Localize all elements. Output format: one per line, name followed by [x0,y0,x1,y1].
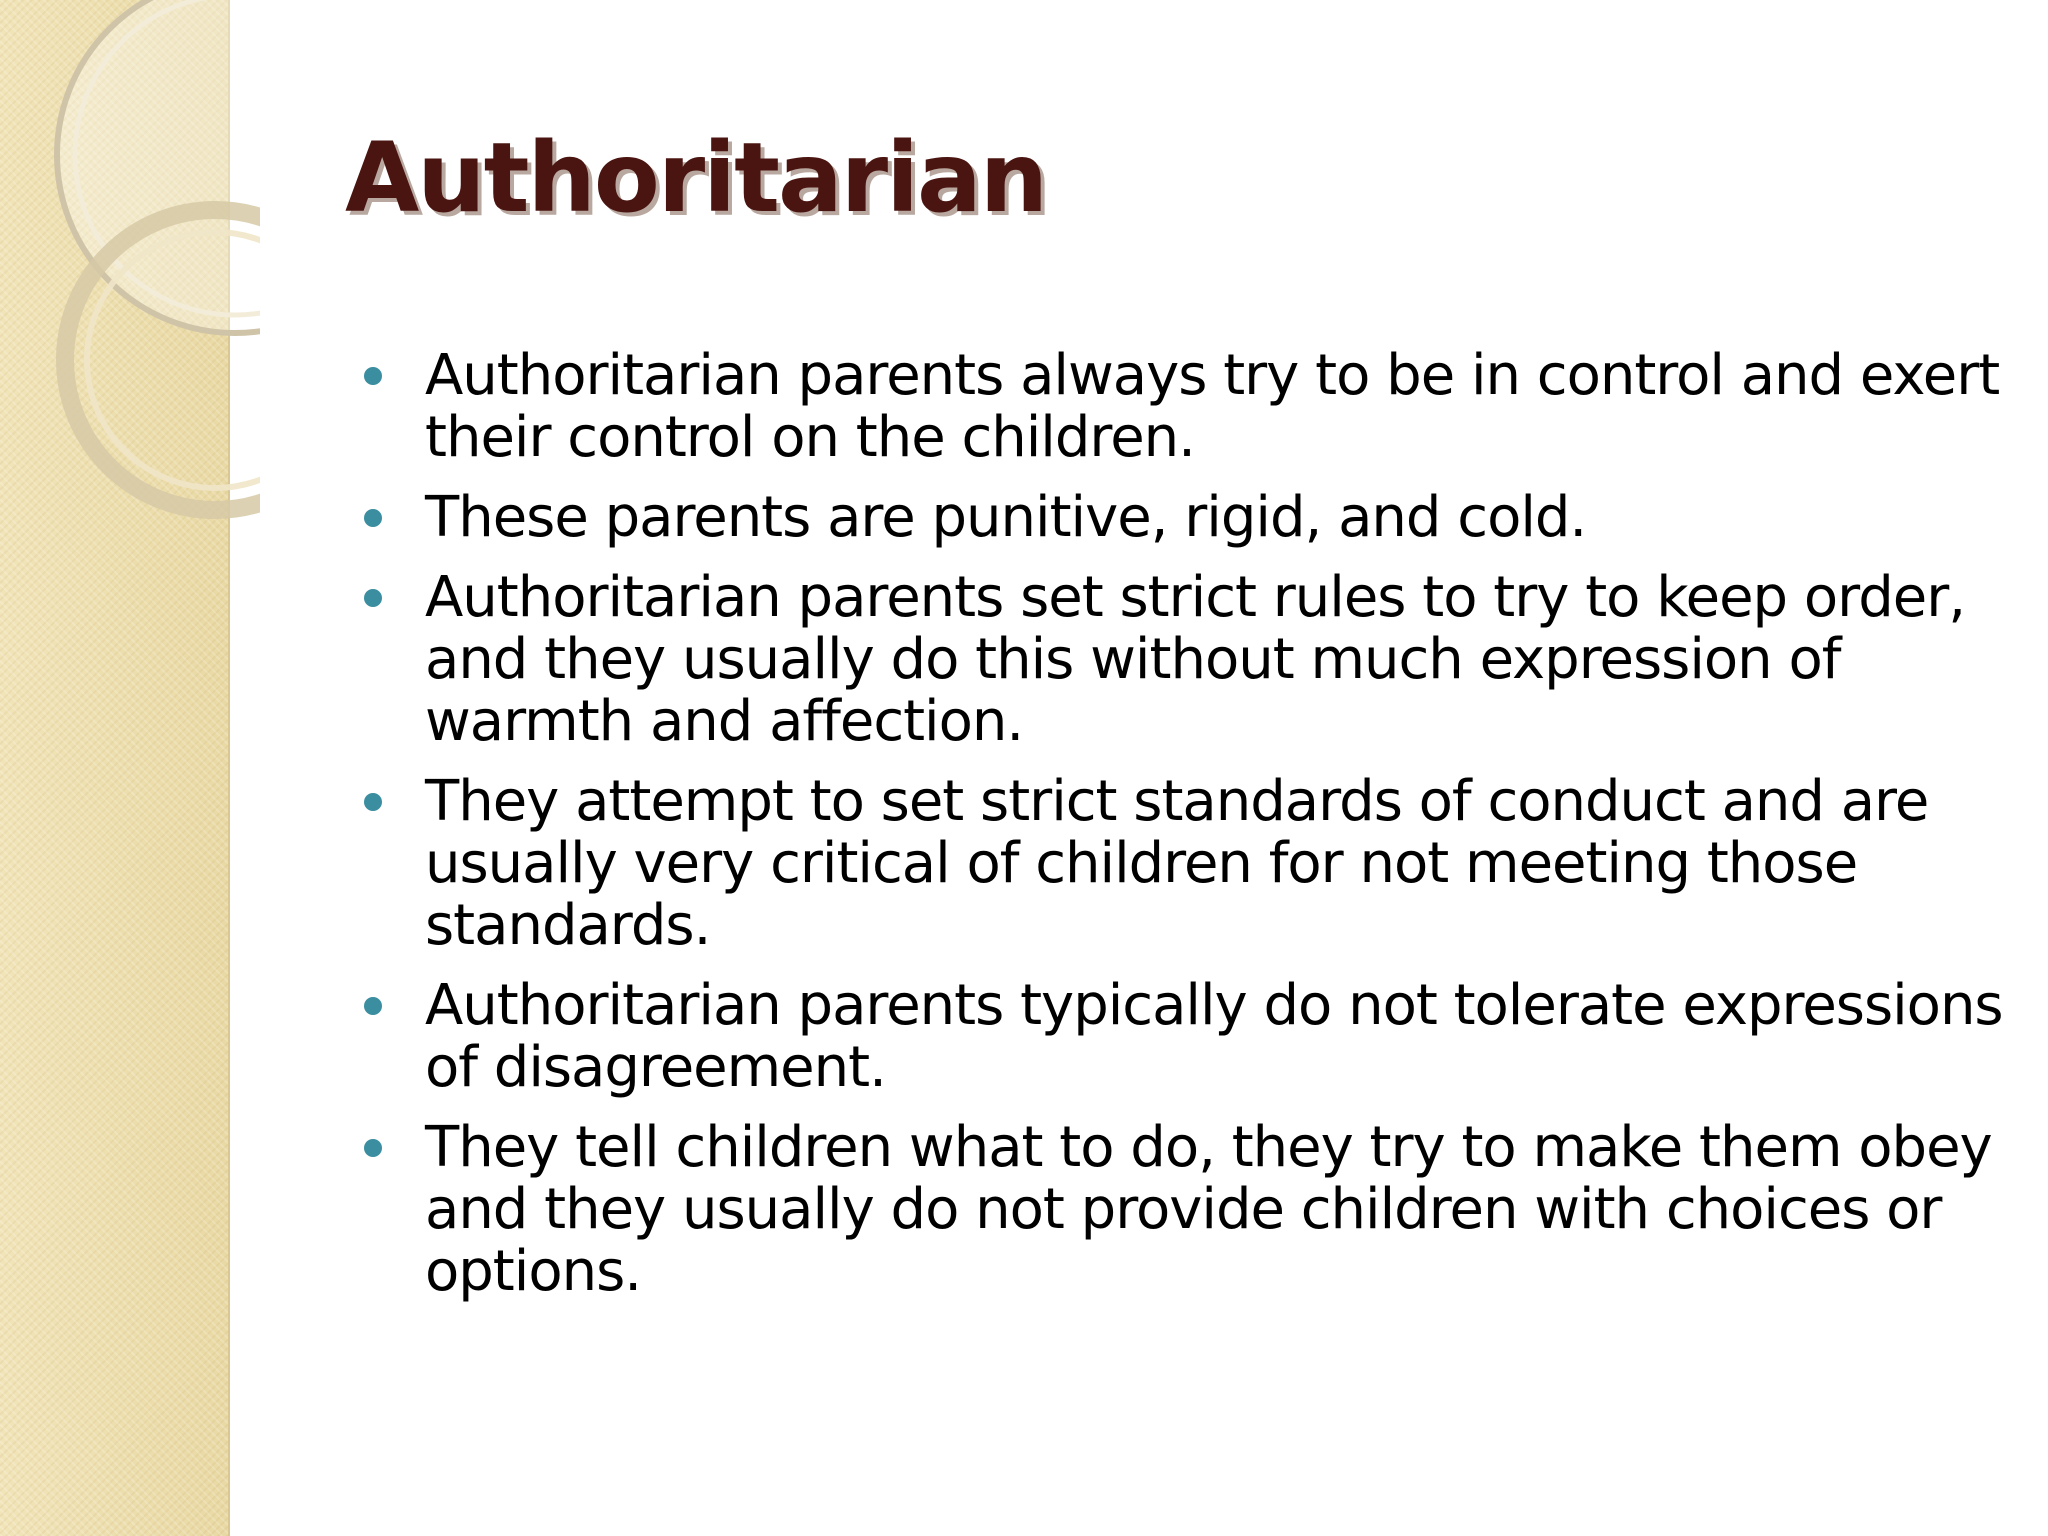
slide-title: Authoritarian [345,122,1047,234]
bullet-icon [364,793,382,811]
list-item [360,487,2020,549]
bullet-text: These parents are punitive, rigid, and cold. [425,485,1587,550]
bullet-text: They attempt to set strict standards of conduct and are usually very critical of children for not meeting those standards. [425,769,1929,958]
list-item [360,567,2020,753]
bullet-text: Authoritarian parents typically do not tolerate expressions of disagreement. [425,973,2003,1100]
list-item [360,1117,2020,1303]
bullet-icon [364,589,382,607]
bullet-icon [364,1139,382,1157]
bullet-icon [364,997,382,1015]
bullet-text: They tell children what to do, they try to make them obey and they usually do not provide children with choices or options. [425,1115,1992,1304]
bullet-text: Authoritarian parents always try to be in control and exert their control on the children. [425,343,2000,470]
bullet-text: Authoritarian parents set strict rules to try to keep order, and they usually do this without much expression of warmth and affection. [425,565,1966,754]
bullet-icon [364,509,382,527]
bullet-list [360,345,2020,1321]
list-item [360,345,2020,469]
decorative-rings-icon [0,0,260,520]
bullet-icon [364,367,382,385]
list-item [360,771,2020,957]
list-item [360,975,2020,1099]
